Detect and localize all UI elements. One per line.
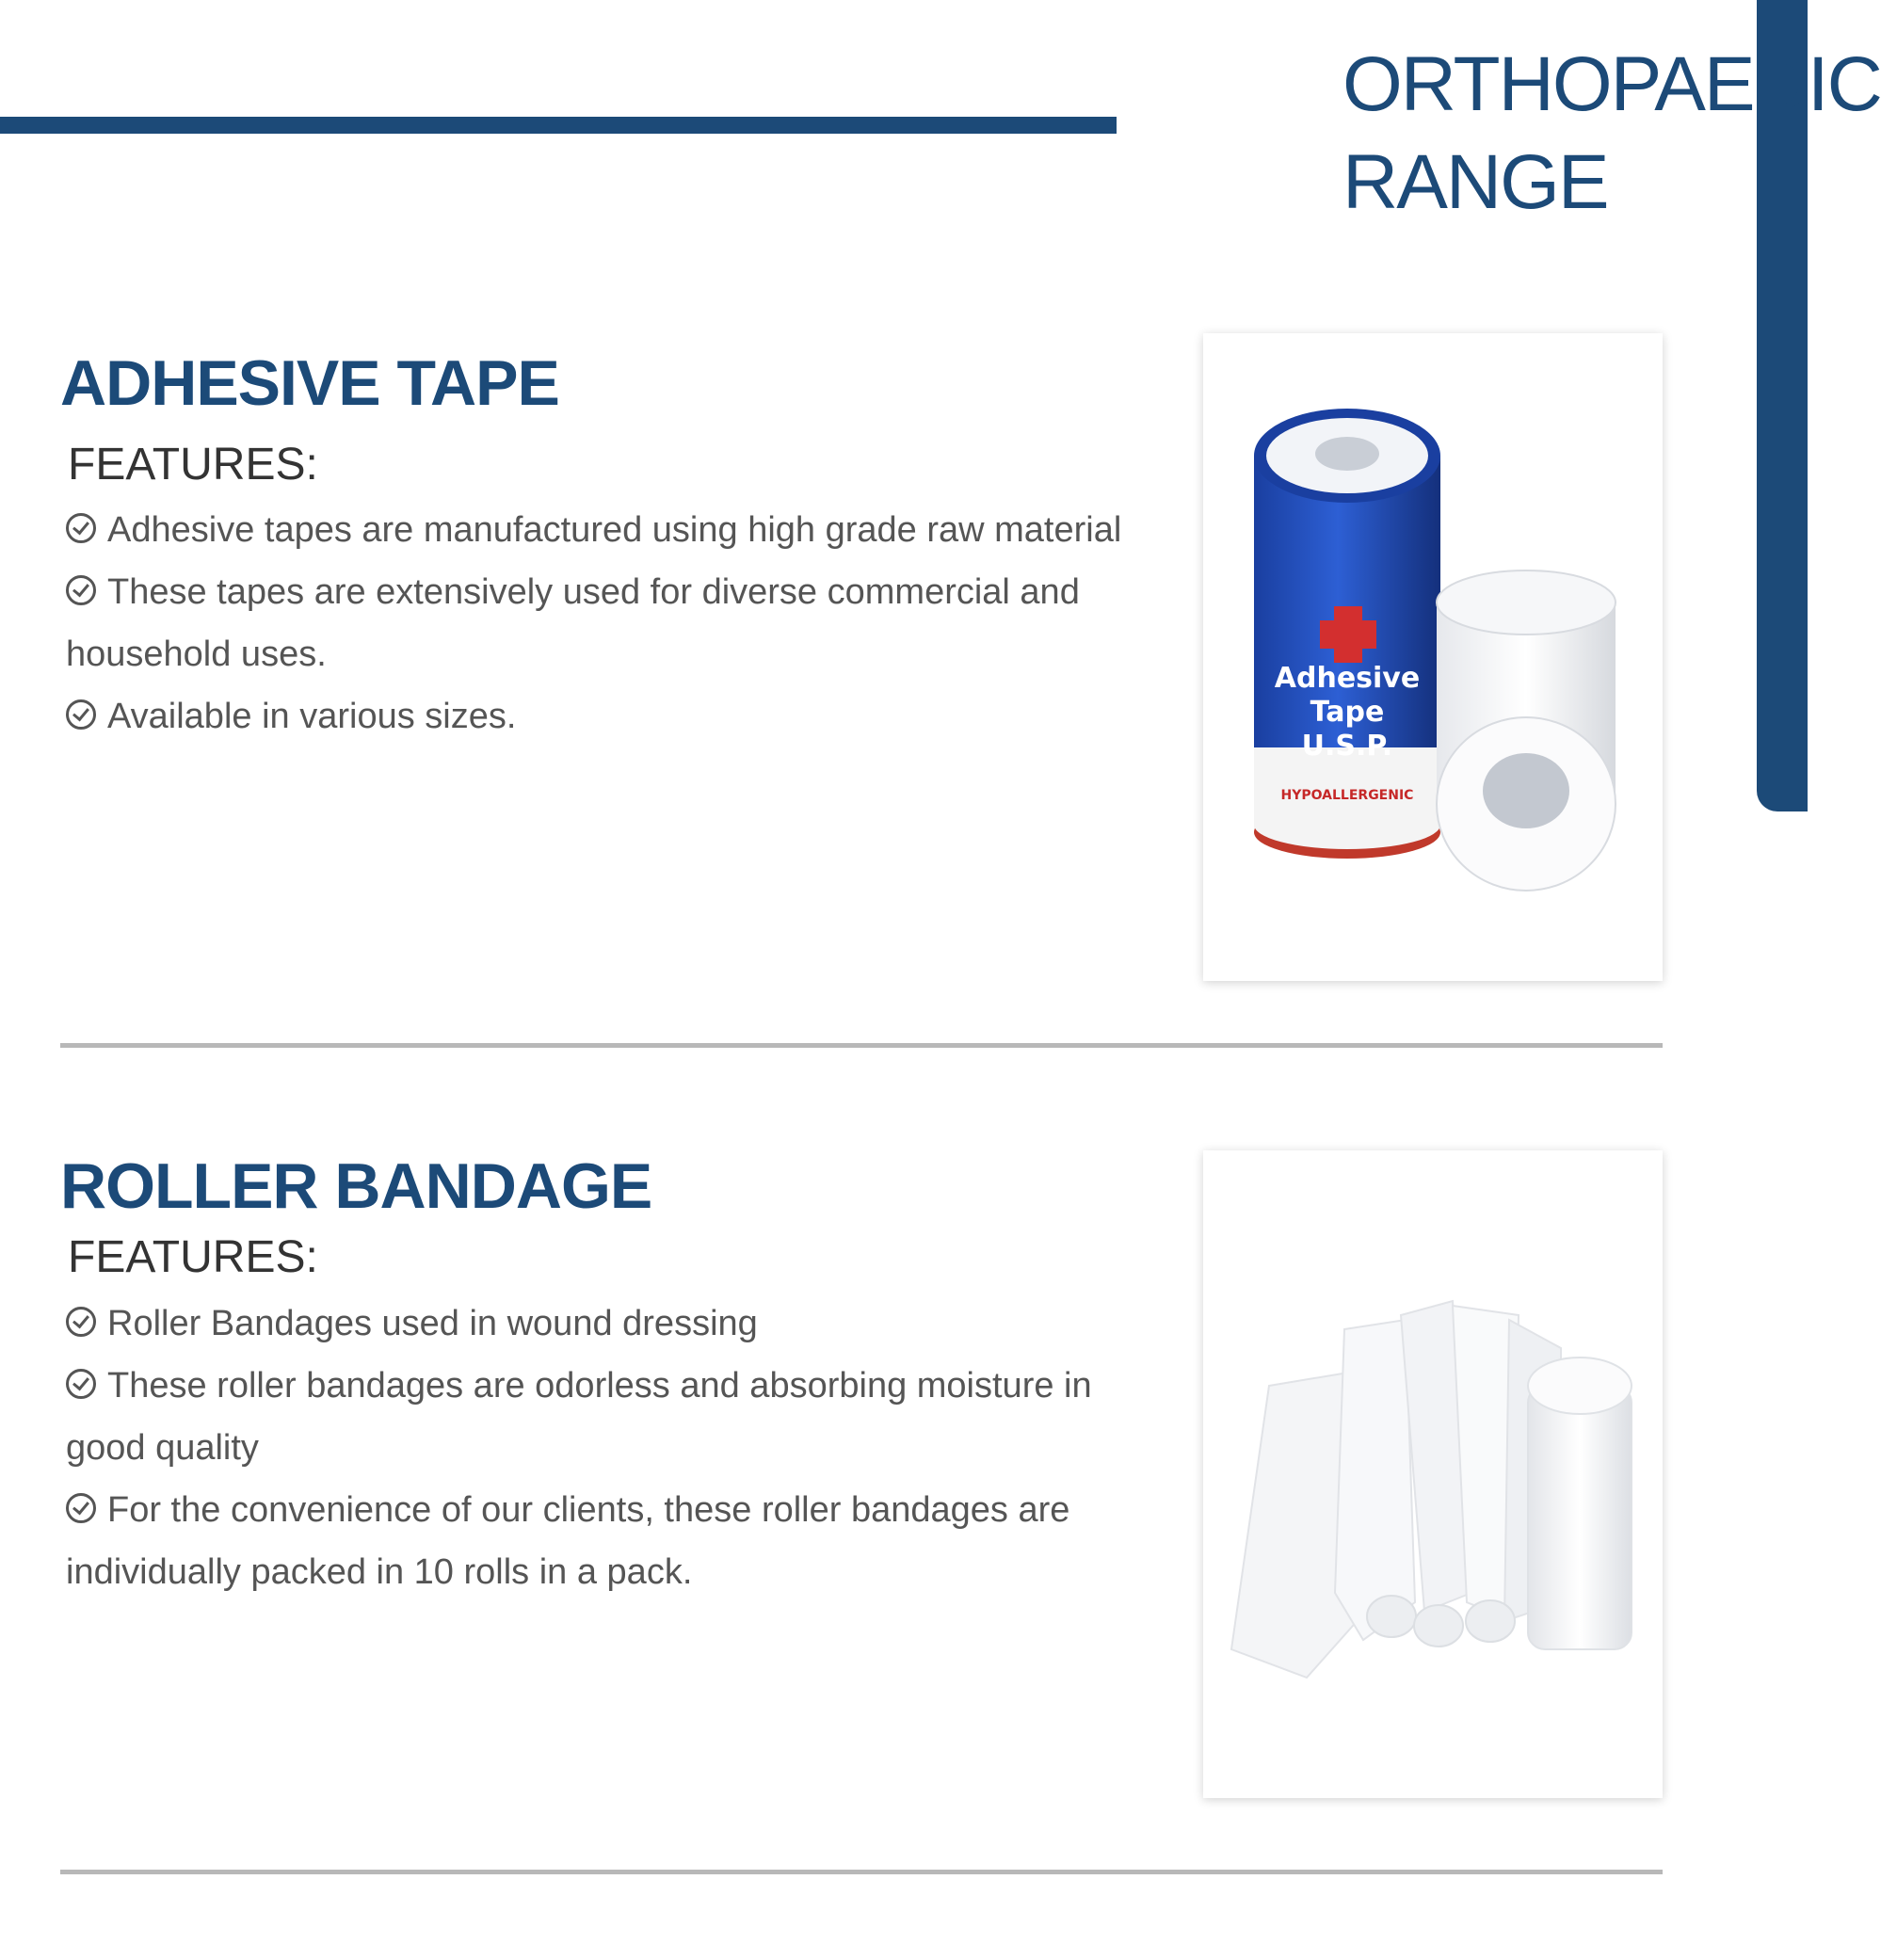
features-label: FEATURES: — [68, 440, 318, 490]
can-label-line3: U.S.P. — [1301, 730, 1393, 763]
feature-item: These roller bandages are odorless and absorbing moisture in good quality — [66, 1366, 1092, 1468]
product-title: ADHESIVE TAPE — [60, 347, 559, 419]
can-label-line1: Adhesive — [1274, 662, 1421, 695]
check-circle-icon — [66, 1307, 96, 1337]
section-divider — [60, 1870, 1663, 1874]
product-image-roller-bandage — [1203, 1150, 1663, 1798]
feature-item: For the convenience of our clients, these roller bandages are individually packed in 10 rolls in a pack. — [66, 1490, 1070, 1592]
feature-list — [66, 499, 1139, 747]
page-title-line1: ORTHOPAEDIC — [1342, 41, 1881, 127]
page-title-line2: RANGE — [1342, 139, 1608, 225]
check-circle-icon — [66, 513, 96, 543]
feature-item: Available in various sizes. — [66, 685, 1139, 747]
feature-item: These tapes are extensively used for diverse commercial and household uses. — [66, 572, 1080, 674]
feature-item: Roller Bandages used in wound dressing — [66, 1293, 1139, 1355]
check-circle-icon — [66, 1493, 96, 1523]
feature-list — [66, 1293, 1139, 1603]
feature-item: Adhesive tapes are manufactured using high grade raw material — [66, 499, 1139, 561]
product-title: ROLLER BANDAGE — [60, 1150, 652, 1222]
can-label-line2: Tape — [1310, 696, 1385, 729]
can-label-line4: HYPOALLERGENIC — [1280, 788, 1414, 803]
check-circle-icon — [66, 1369, 96, 1399]
page-title — [1342, 36, 1881, 232]
section-divider — [60, 1043, 1663, 1048]
features-label: FEATURES: — [68, 1232, 318, 1282]
header-rule — [0, 117, 1117, 134]
roller-bandage-illustration — [1203, 1150, 1663, 1798]
product-image-adhesive-tape — [1203, 333, 1663, 981]
check-circle-icon — [66, 699, 96, 730]
adhesive-tape-illustration — [1203, 333, 1663, 981]
check-circle-icon — [66, 575, 96, 605]
